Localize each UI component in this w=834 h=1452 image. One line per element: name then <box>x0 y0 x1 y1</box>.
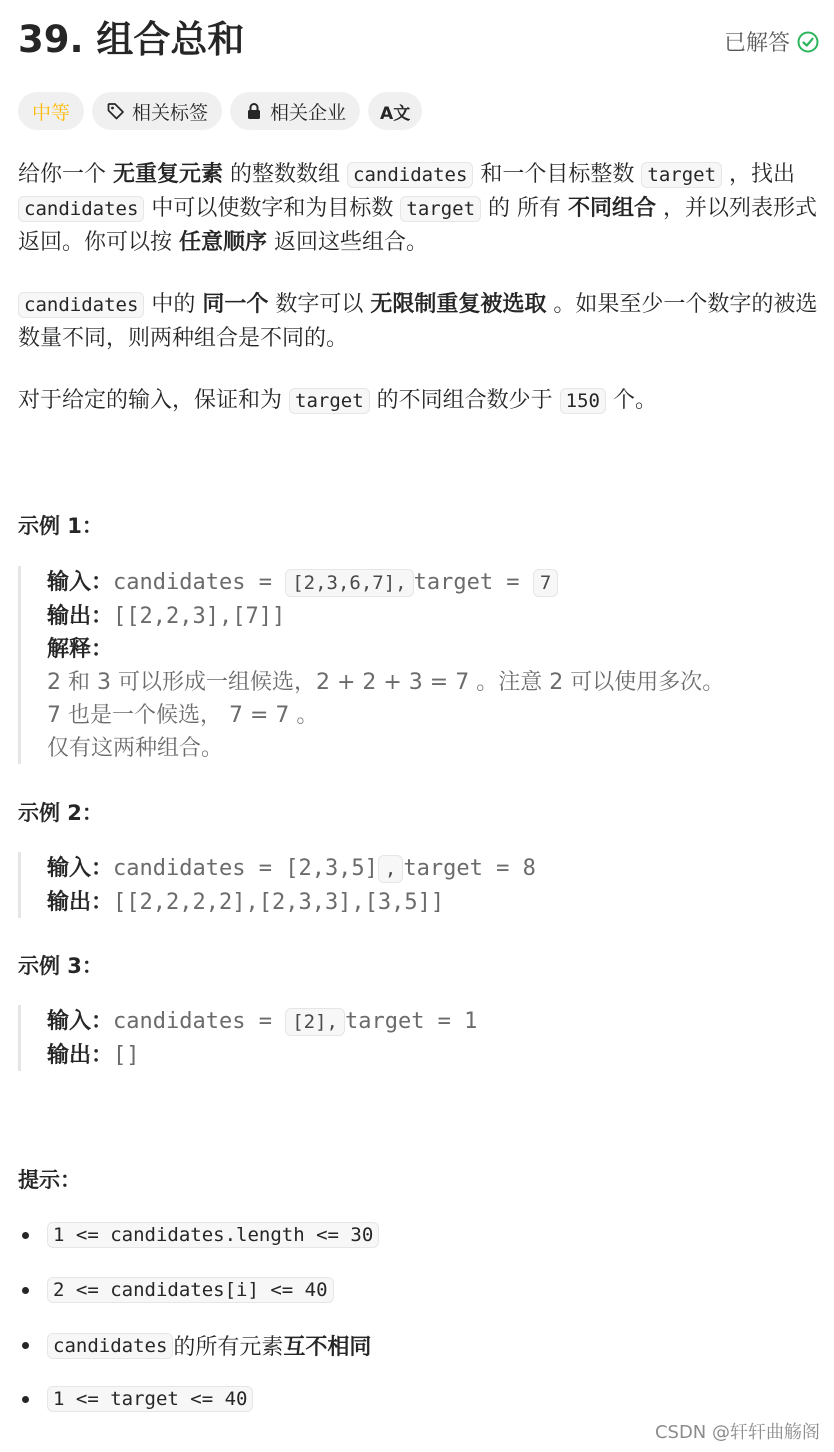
description-paragraph-3 <box>18 384 818 418</box>
text: ，并以列表形式返回。你可以按 <box>18 196 818 255</box>
inline-code: 150 <box>560 388 606 414</box>
example-1-block <box>18 566 724 764</box>
text: 中可以使数字和为目标数 <box>144 196 401 221</box>
output-label: 输出： <box>47 1043 114 1068</box>
inline-code: target <box>641 162 722 188</box>
text: 的所有元素 <box>173 1335 284 1360</box>
list-item <box>18 1277 334 1303</box>
explain-line: 2 和 3 可以形成一组候选，2 + 2 + 3 = 7 。注意 2 可以使用多次。 <box>47 670 725 695</box>
text: 的整数数组 <box>223 162 348 187</box>
output-value: [[2,2,2,2],[2,3,3],[3,5]] <box>113 890 445 915</box>
input-value: target = 8 <box>403 856 536 881</box>
list-item <box>18 1222 379 1248</box>
example-2-output <box>47 886 536 919</box>
input-chip: , <box>378 855 403 883</box>
bold-text: 无重复元素 <box>113 162 224 187</box>
bullet-dot <box>22 1342 29 1349</box>
text: 。如果至少一个数字的被选数量不同，则两种组合是不同的。 <box>18 292 818 351</box>
list-item <box>18 1386 253 1412</box>
watermark: CSDN @轩轩曲觞阁 <box>654 1422 820 1443</box>
example-1-title: 示例 1： <box>18 514 103 538</box>
example-3-block <box>18 1005 477 1071</box>
related-companies-label: 相关企业 <box>270 101 347 124</box>
input-label: 输入： <box>47 856 114 881</box>
text: ，找出 <box>722 162 796 187</box>
related-tags-label: 相关标签 <box>132 101 209 124</box>
input-value: target = 1 <box>344 1009 478 1034</box>
text: 对于给定的输入，保证和为 <box>18 388 289 413</box>
page-title: 39. 组合总和 <box>18 18 245 61</box>
tag-icon <box>106 101 126 121</box>
related-tags-button[interactable] <box>92 92 222 130</box>
inline-code: 1 <= candidates.length <= 30 <box>47 1222 379 1248</box>
bold-text: 同一个 <box>202 292 269 317</box>
inline-code: candidates <box>18 292 144 318</box>
example-3-input <box>47 1005 477 1039</box>
list-item <box>18 1330 371 1361</box>
input-value: target = <box>413 570 533 595</box>
explain-label: 解释： <box>47 637 114 662</box>
text: 个。 <box>605 388 657 413</box>
description-paragraph-1 <box>18 158 818 260</box>
example-3-title: 示例 3： <box>18 954 103 978</box>
input-label: 输入： <box>47 1009 114 1034</box>
input-value: candidates = <box>113 570 286 595</box>
translate-icon: A文 <box>380 103 411 124</box>
example-2-title: 示例 2： <box>18 801 103 825</box>
example-2-block <box>18 852 536 918</box>
description-paragraph-2 <box>18 288 818 356</box>
text: 给你一个 <box>18 162 113 187</box>
bullet-dot <box>22 1232 29 1239</box>
translate-button[interactable] <box>368 92 422 130</box>
inline-code: 1 <= target <= 40 <box>47 1386 253 1412</box>
inline-code: candidates <box>347 162 473 188</box>
bold-text: 互不相同 <box>283 1335 372 1360</box>
solved-label: 已解答 <box>723 31 790 56</box>
inline-code: target <box>400 196 481 222</box>
example-3-output <box>47 1039 477 1072</box>
related-companies-button[interactable] <box>230 92 360 130</box>
check-circle-icon <box>796 30 820 54</box>
bold-text: 不同组合 <box>568 196 657 221</box>
solved-status <box>724 26 820 57</box>
lock-icon <box>244 101 264 121</box>
input-chip: [2,3,6,7], <box>285 569 413 597</box>
text: 的 所有 <box>481 196 569 221</box>
text: 中的 <box>144 292 203 317</box>
inline-code: candidates <box>47 1333 173 1359</box>
example-1-output <box>47 600 724 633</box>
tag-bar <box>18 92 422 130</box>
example-1-input <box>47 566 724 600</box>
input-chip: [2], <box>285 1008 345 1036</box>
text: 的不同组合数少于 <box>369 388 560 413</box>
output-value: [] <box>113 1043 140 1068</box>
hints-title: 提示： <box>18 1168 81 1192</box>
input-chip: 7 <box>533 569 558 597</box>
output-value: [[2,2,3],[7]] <box>113 604 286 629</box>
input-label: 输入： <box>47 570 114 595</box>
explain-line: 仅有这两种组合。 <box>47 736 224 761</box>
bullet-dot <box>22 1287 29 1294</box>
example-2-input <box>47 852 536 886</box>
input-value: candidates = [2,3,5] <box>113 856 378 881</box>
bold-text: 无限制重复被选取 <box>370 292 547 317</box>
output-label: 输出： <box>47 604 114 629</box>
text: 返回这些组合。 <box>267 230 429 255</box>
inline-code: 2 <= candidates[i] <= 40 <box>47 1277 334 1303</box>
output-label: 输出： <box>47 890 114 915</box>
inline-code: candidates <box>18 196 144 222</box>
problem-header <box>18 14 820 66</box>
bullet-dot <box>22 1396 29 1403</box>
inline-code: target <box>289 388 370 414</box>
text: 和一个目标整数 <box>473 162 642 187</box>
difficulty-badge[interactable]: 中等 <box>18 92 84 130</box>
input-value: candidates = <box>113 1009 286 1034</box>
bold-text: 任意顺序 <box>179 230 268 255</box>
explain-line: 7 也是一个候选， 7 = 7 。 <box>47 703 319 728</box>
text: 数字可以 <box>268 292 371 317</box>
